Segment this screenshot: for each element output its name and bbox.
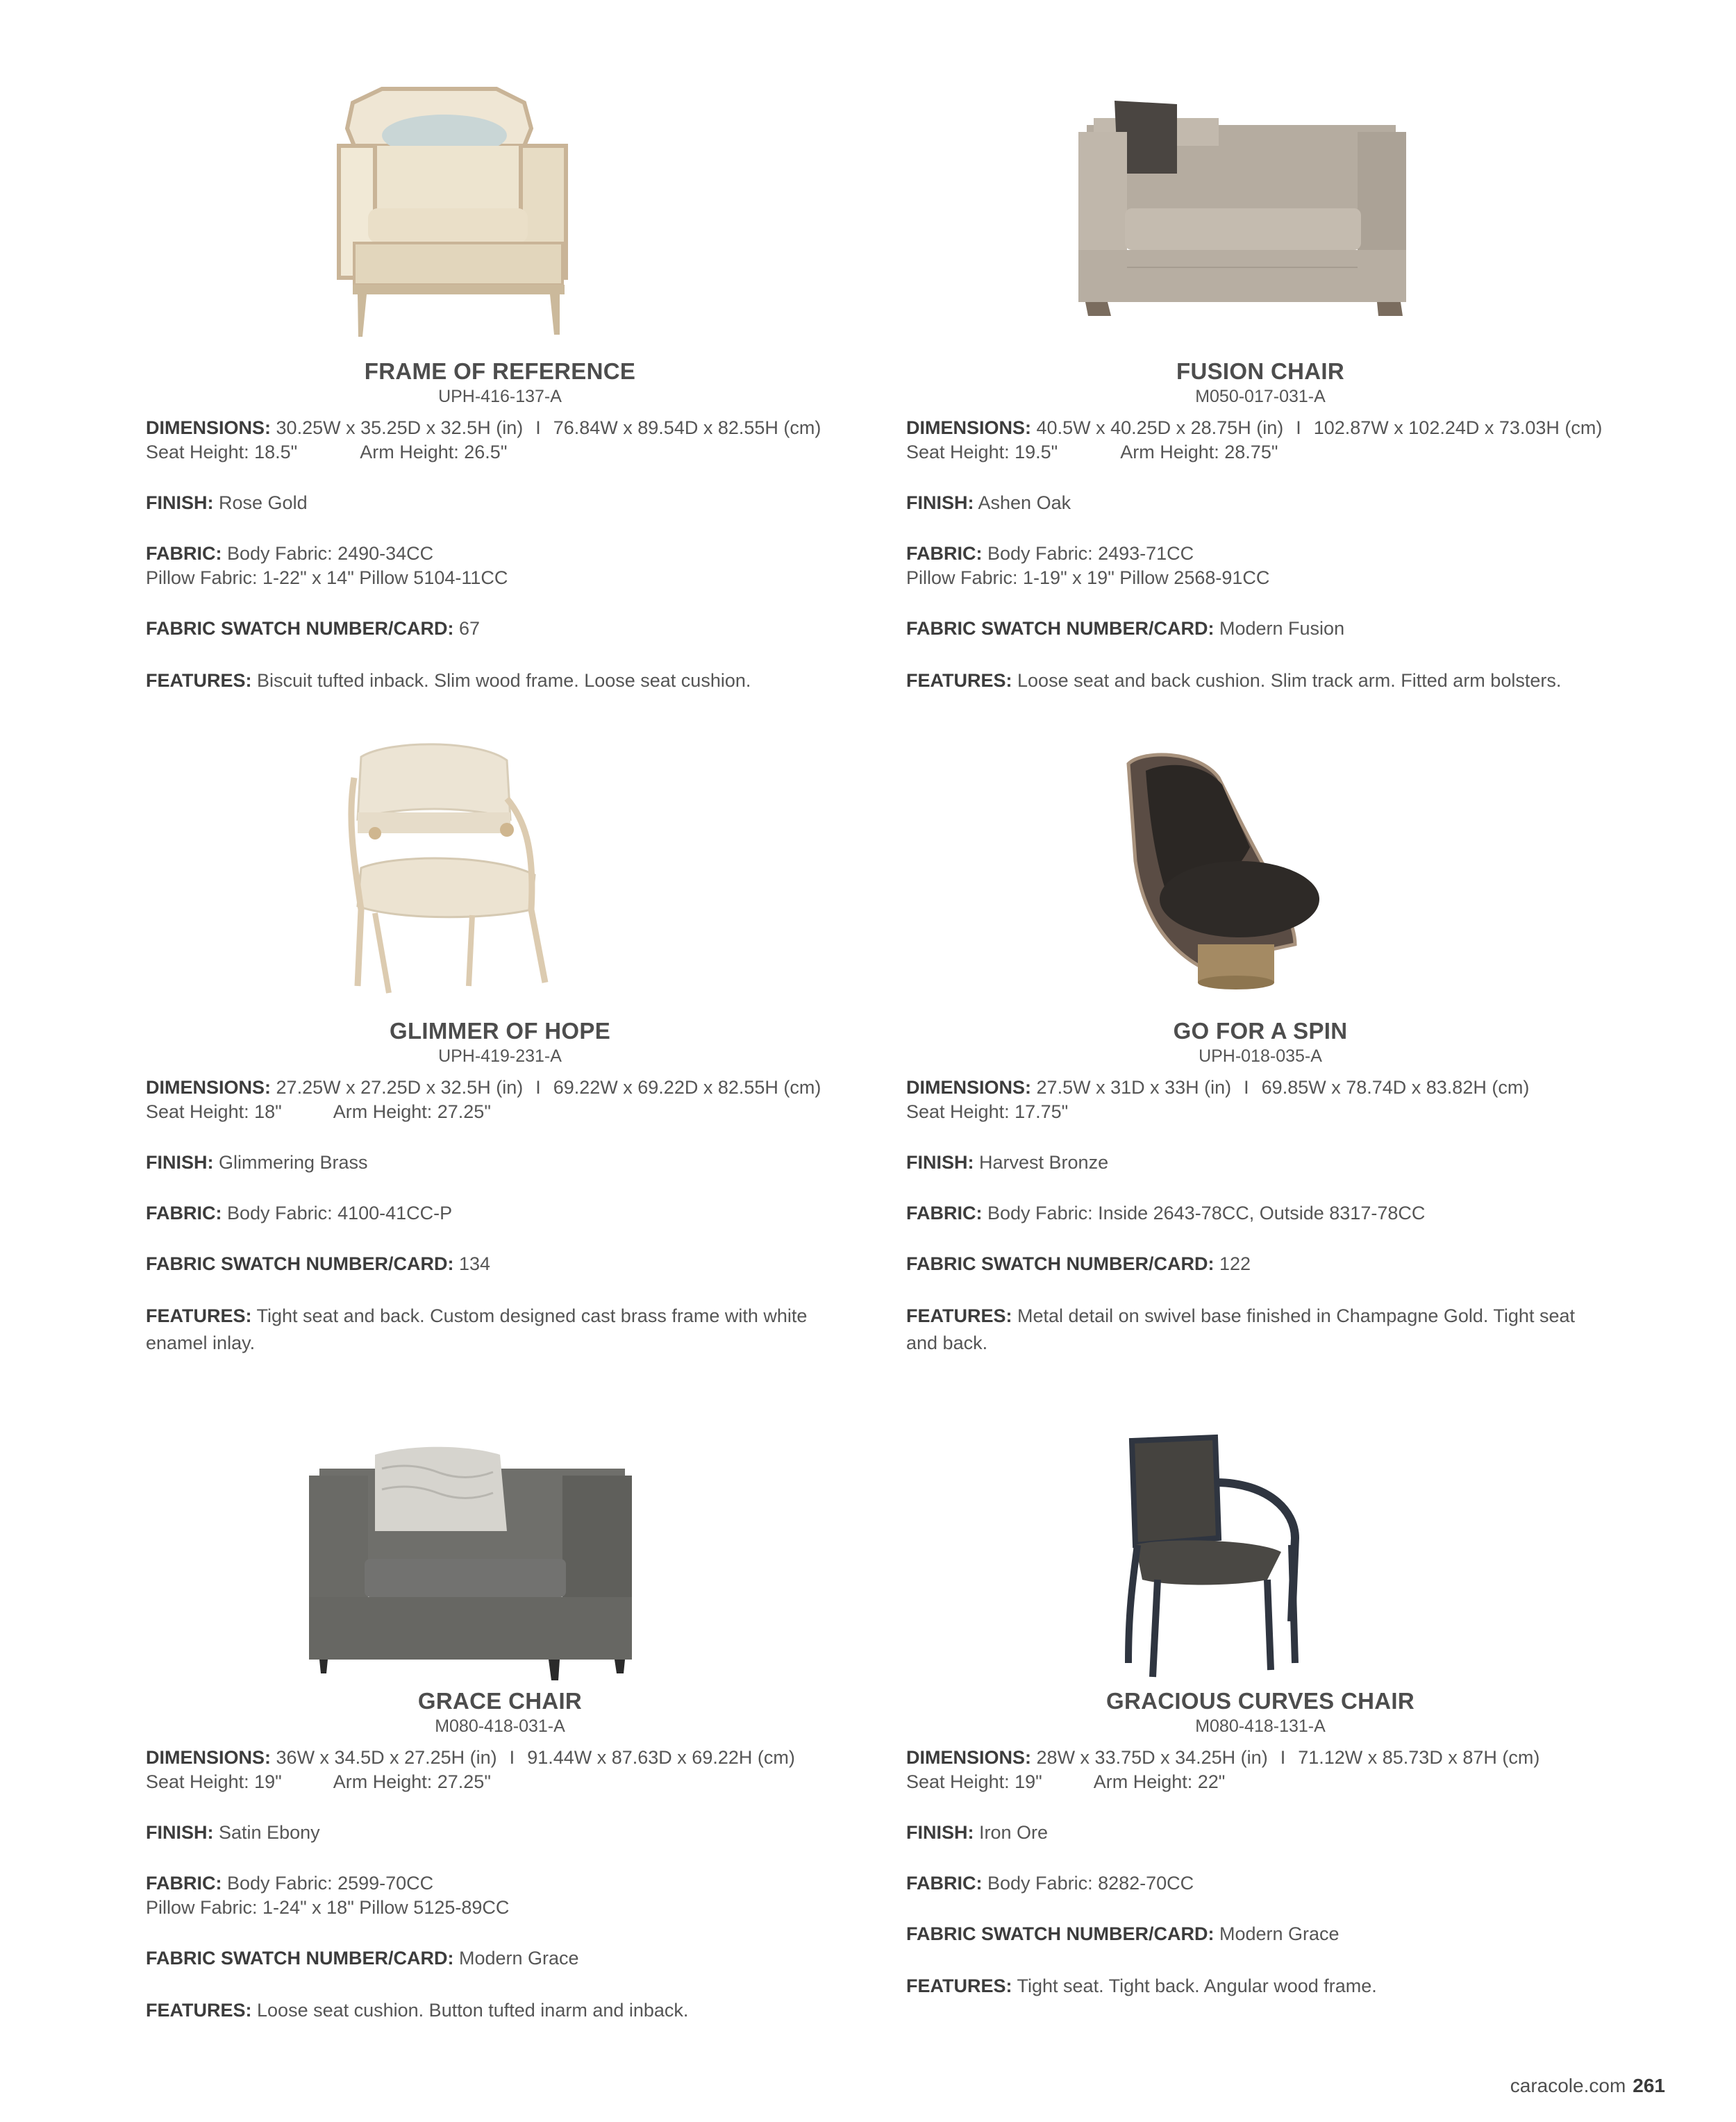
dimensions-line	[146, 1076, 854, 1100]
finish-value: Iron Ore	[979, 1822, 1049, 1843]
features-value: Biscuit tufted inback. Slim wood frame. Loose seat cushion.	[257, 670, 751, 691]
seat-height: Seat Height: 17.75"	[906, 1101, 1069, 1122]
separator: I	[1296, 417, 1301, 438]
product-image	[146, 736, 854, 1010]
seat-height: Seat Height: 18"	[146, 1101, 282, 1122]
product-title: FRAME OF REFERENCE	[364, 358, 636, 384]
product-card	[146, 76, 854, 694]
body-fabric: Body Fabric: 8282-70CC	[987, 1873, 1194, 1894]
finish-value: Ashen Oak	[978, 492, 1071, 513]
features-line	[906, 667, 1601, 694]
fabric-label: FABRIC:	[146, 543, 222, 564]
features-label: FEATURES:	[906, 670, 1012, 691]
finish-label: FINISH:	[906, 1822, 974, 1843]
dimensions-cm: 76.84W x 89.54D x 82.55H (cm)	[553, 417, 821, 438]
chair-illustration	[906, 1406, 1614, 1680]
swatch-value: Modern Grace	[1219, 1923, 1339, 1944]
product-sku: M080-418-131-A	[1195, 1716, 1326, 1736]
product-sku: UPH-018-035-A	[1199, 1046, 1322, 1066]
swatch-line	[146, 1252, 854, 1276]
product-sku: M050-017-031-A	[1195, 387, 1326, 406]
dimensions-in: 40.5W x 40.25D x 28.75H (in)	[1036, 417, 1284, 438]
finish-label: FINISH:	[146, 1822, 214, 1843]
features-label: FEATURES:	[906, 1975, 1012, 1996]
fabric-label: FABRIC:	[146, 1203, 222, 1223]
dimensions-cm: 69.85W x 78.74D x 83.82H (cm)	[1261, 1077, 1530, 1098]
chair-illustration	[146, 1406, 854, 1680]
arm-height: Arm Height: 22"	[1093, 1771, 1226, 1792]
dimensions-in: 36W x 34.5D x 27.25H (in)	[276, 1747, 497, 1768]
finish-label: FINISH:	[146, 1152, 214, 1173]
swatch-line	[146, 1946, 854, 1971]
finish-line	[146, 1151, 854, 1175]
finish-label: FINISH:	[906, 492, 974, 513]
features-line	[146, 667, 840, 694]
fabric-line	[906, 1871, 1614, 1896]
finish-label: FINISH:	[906, 1152, 974, 1173]
swatch-label: FABRIC SWATCH NUMBER/CARD:	[906, 618, 1215, 639]
swatch-value: 122	[1219, 1253, 1251, 1274]
fabric-line	[906, 1201, 1614, 1226]
arm-height: Arm Height: 28.75"	[1120, 442, 1278, 462]
fabric-line	[146, 1871, 854, 1896]
dimensions-in: 27.25W x 27.25D x 32.5H (in)	[276, 1077, 524, 1098]
features-line	[906, 1973, 1601, 2000]
finish-line	[906, 1821, 1614, 1845]
page-footer	[1510, 2075, 1665, 2097]
product-image	[146, 76, 854, 351]
heights-line	[906, 1100, 1614, 1124]
body-fabric: Body Fabric: Inside 2643-78CC, Outside 8317-78CC	[987, 1203, 1426, 1223]
product-image	[906, 1406, 1614, 1680]
dimensions-cm: 69.22W x 69.22D x 82.55H (cm)	[553, 1077, 821, 1098]
fabric-line	[906, 542, 1614, 566]
dimensions-label: DIMENSIONS:	[906, 1747, 1032, 1768]
finish-value: Rose Gold	[219, 492, 308, 513]
heights-line	[146, 440, 854, 465]
chair-illustration	[906, 76, 1614, 351]
swatch-label: FABRIC SWATCH NUMBER/CARD:	[146, 618, 454, 639]
finish-value: Harvest Bronze	[979, 1152, 1109, 1173]
fabric-line	[146, 1201, 854, 1226]
product-title: GRACE CHAIR	[417, 1688, 583, 1714]
product-card	[906, 736, 1614, 1357]
separator: I	[1244, 1077, 1249, 1098]
dimensions-cm: 71.12W x 85.73D x 87H (cm)	[1298, 1747, 1540, 1768]
body-fabric: Body Fabric: 4100-41CC-P	[227, 1203, 453, 1223]
seat-height: Seat Height: 19"	[146, 1771, 282, 1792]
arm-height: Arm Height: 26.5"	[360, 442, 508, 462]
footer-site: caracole.com	[1510, 2075, 1626, 2096]
features-value: Metal detail on swivel base finished in Champagne Gold. Tight seat and back.	[906, 1305, 1575, 1353]
separator: I	[535, 417, 541, 438]
dimensions-label: DIMENSIONS:	[146, 1747, 272, 1768]
product-title: FUSION CHAIR	[1176, 358, 1344, 384]
body-fabric: Body Fabric: 2599-70CC	[227, 1873, 434, 1894]
body-fabric: Body Fabric: 2490-34CC	[227, 543, 434, 564]
chair-illustration	[906, 736, 1614, 1010]
finish-line	[146, 491, 854, 515]
dimensions-label: DIMENSIONS:	[146, 417, 272, 438]
product-title: GLIMMER OF HOPE	[390, 1018, 610, 1044]
dimensions-label: DIMENSIONS:	[906, 417, 1032, 438]
separator: I	[1280, 1747, 1286, 1768]
swatch-value: 134	[459, 1253, 491, 1274]
dimensions-label: DIMENSIONS:	[146, 1077, 272, 1098]
finish-line	[146, 1821, 854, 1845]
swatch-label: FABRIC SWATCH NUMBER/CARD:	[906, 1923, 1215, 1944]
swatch-value: Modern Grace	[459, 1948, 579, 1969]
swatch-label: FABRIC SWATCH NUMBER/CARD:	[146, 1253, 454, 1274]
pillow-fabric: Pillow Fabric: 1-24" x 18" Pillow 5125-89CC	[146, 1897, 510, 1918]
product-sku: UPH-416-137-A	[438, 387, 562, 406]
fabric-label: FABRIC:	[906, 1873, 983, 1894]
dimensions-line	[906, 1746, 1614, 1770]
features-value: Tight seat. Tight back. Angular wood frame.	[1017, 1975, 1377, 1996]
product-title: GO FOR A SPIN	[1173, 1018, 1348, 1044]
features-label: FEATURES:	[146, 1305, 252, 1326]
swatch-line	[146, 617, 854, 641]
heights-line	[906, 1770, 1614, 1794]
product-image	[146, 1406, 854, 1680]
product-card	[146, 736, 854, 1357]
dimensions-line	[146, 416, 854, 440]
product-card	[906, 1406, 1614, 2000]
dimensions-cm: 102.87W x 102.24D x 73.03H (cm)	[1313, 417, 1603, 438]
pillow-fabric: Pillow Fabric: 1-19" x 19" Pillow 2568-91CC	[906, 567, 1270, 588]
body-fabric: Body Fabric: 2493-71CC	[987, 543, 1194, 564]
product-image	[906, 76, 1614, 351]
fabric-line	[146, 542, 854, 566]
arm-height: Arm Height: 27.25"	[333, 1771, 491, 1792]
dimensions-in: 27.5W x 31D x 33H (in)	[1036, 1077, 1232, 1098]
features-value: Loose seat and back cushion. Slim track arm. Fitted arm bolsters.	[1017, 670, 1562, 691]
seat-height: Seat Height: 18.5"	[146, 442, 298, 462]
fabric-label: FABRIC:	[906, 1203, 983, 1223]
page-number: 261	[1633, 2075, 1665, 2096]
dimensions-in: 30.25W x 35.25D x 32.5H (in)	[276, 417, 524, 438]
swatch-label: FABRIC SWATCH NUMBER/CARD:	[906, 1253, 1215, 1274]
features-line	[146, 1997, 840, 2024]
product-sku: M080-418-031-A	[435, 1716, 565, 1736]
separator: I	[509, 1747, 515, 1768]
swatch-line	[906, 1252, 1614, 1276]
pillow-fabric: Pillow Fabric: 1-22" x 14" Pillow 5104-11CC	[146, 567, 508, 588]
product-sku: UPH-419-231-A	[438, 1046, 562, 1066]
product-card	[906, 76, 1614, 694]
product-image	[906, 736, 1614, 1010]
finish-label: FINISH:	[146, 492, 214, 513]
finish-value: Glimmering Brass	[219, 1152, 368, 1173]
chair-illustration	[146, 76, 854, 351]
features-label: FEATURES:	[146, 670, 252, 691]
features-value: Loose seat cushion. Button tufted inarm and inback.	[257, 2000, 689, 2021]
dimensions-line	[146, 1746, 854, 1770]
features-value: Tight seat and back. Custom designed cast brass frame with white enamel inlay.	[146, 1305, 808, 1353]
features-line	[146, 1303, 840, 1357]
features-label: FEATURES:	[906, 1305, 1012, 1326]
seat-height: Seat Height: 19.5"	[906, 442, 1058, 462]
separator: I	[535, 1077, 541, 1098]
dimensions-cm: 91.44W x 87.63D x 69.22H (cm)	[527, 1747, 795, 1768]
dimensions-label: DIMENSIONS:	[906, 1077, 1032, 1098]
swatch-line	[906, 1922, 1614, 1946]
heights-line	[906, 440, 1614, 465]
finish-line	[906, 491, 1614, 515]
heights-line	[146, 1770, 854, 1794]
dimensions-in: 28W x 33.75D x 34.25H (in)	[1036, 1747, 1268, 1768]
heights-line	[146, 1100, 854, 1124]
finish-line	[906, 1151, 1614, 1175]
finish-value: Satin Ebony	[219, 1822, 320, 1843]
features-line	[906, 1303, 1601, 1357]
swatch-label: FABRIC SWATCH NUMBER/CARD:	[146, 1948, 454, 1969]
chair-illustration	[146, 736, 854, 1010]
seat-height: Seat Height: 19"	[906, 1771, 1042, 1792]
swatch-line	[906, 617, 1614, 641]
product-card	[146, 1406, 854, 2024]
product-title: GRACIOUS CURVES CHAIR	[1106, 1688, 1414, 1714]
swatch-value: Modern Fusion	[1219, 618, 1345, 639]
dimensions-line	[906, 1076, 1614, 1100]
arm-height: Arm Height: 27.25"	[333, 1101, 491, 1122]
fabric-label: FABRIC:	[146, 1873, 222, 1894]
fabric-label: FABRIC:	[906, 543, 983, 564]
features-label: FEATURES:	[146, 2000, 252, 2021]
dimensions-line	[906, 416, 1614, 440]
swatch-value: 67	[459, 618, 481, 639]
